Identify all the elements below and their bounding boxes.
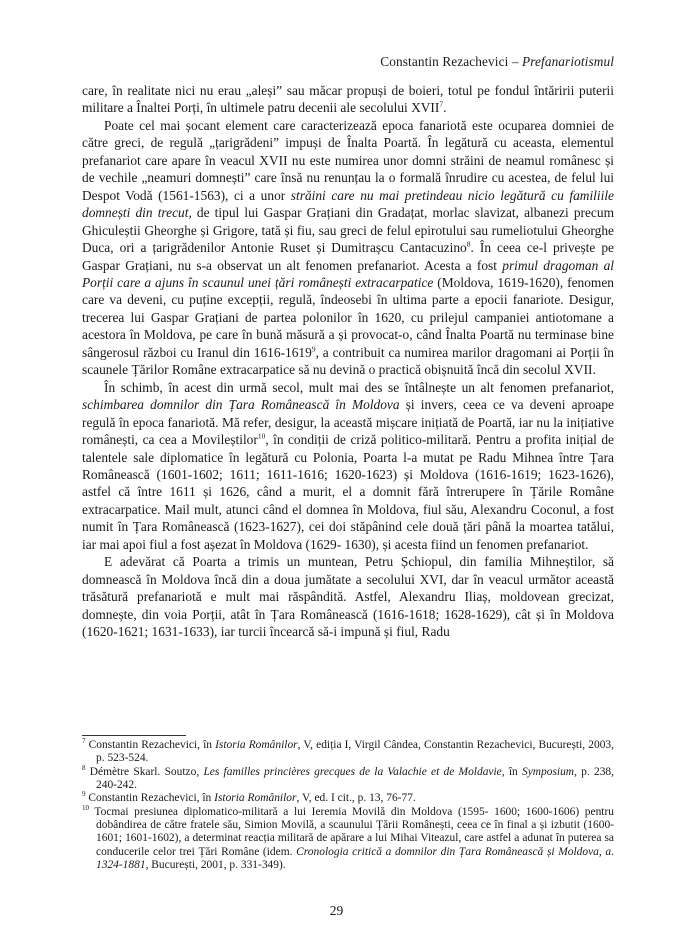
text-run: și invers, ceea ce va deveni aproape regulă în epoca fanariotă. Mă refer, desigur, la această mișcare inițiată de Poartă, iar nu la inițiative românești, ca cea a Movileștilor — [82, 397, 614, 448]
footnotes — [82, 739, 614, 872]
header-author: Constantin Rezachevici — [380, 54, 509, 69]
italic-text: Cronologia critică a domnilor din Țara Românească și Moldova, a. 1324-1881 — [96, 845, 614, 872]
footnote — [82, 803, 614, 873]
text-run: . — [443, 100, 447, 116]
body-text — [82, 82, 614, 641]
footnote-ref: 7 — [82, 737, 86, 746]
text-run: E adevărat că Poarta a trimis un muntean, Petru Șchiopul, din familia Mihneștilor, să domnească în Moldova încă din a doua jumătate a secolului XVI, dar în veacul următor această trăsătură prefanariotă e mult mai răspândită. Astfel, Alexandru Iliaș, moldovean grecizat, domnește, din voia Porții, atât în Țara Românească (1616-1618; 1628-1629), cât și în Moldova (1620-1621; 1631-1633), iar turcii încearcă să-i impună și fiul, Radu — [82, 554, 614, 640]
footnote — [82, 739, 614, 766]
italic-text: Istoria Românilor — [214, 792, 297, 805]
header-title: Prefanariotismul — [522, 54, 614, 69]
italic-text: Les familles princières grecques de la Valachie et de Moldavie — [203, 765, 502, 778]
text-run: Poate cel mai șocant element care caracterizează epoca fanariotă este ocuparea domniei de către greci, de regulă „țarigrădeni” impuși de Înalta Poartă. În legătură cu aceasta, elementul prefanariot care apare în veacul XVII nu este numirea unor domni străini de neamul românesc și de vechile „neamuri domnești” care însă nu renunțau la o formală înrudire cu acestea, de felul lui Despot Vodă (1561-1563), ci a unor — [82, 117, 614, 203]
text-run: , București, 2001, p. 331-349). — [145, 859, 286, 872]
footnote-ref: 10 — [82, 803, 89, 812]
text-run: , p. 238, 240-242. — [96, 765, 614, 792]
header-dash: – — [508, 54, 523, 69]
text-run: care, în realitate nici nu erau „aleși” sau măcar propuși de boieri, totul pe fondul întăririi puterii militare a Înaltei Porți, în ultimele patru decenii ale secolului XVII — [82, 83, 614, 116]
footnote — [82, 792, 614, 805]
text-run: , în condiții de criză politico-militară. Pentru a profita inițial de talentele sale diplomatice în legătură cu Polonia, Poarta l-a mutat pe Radu Mihnea între Țara Românească (1601-1602; 1611; 1611-1616; 1620-1623) și Moldova (1616-1619; 1623-1626), astfel că între 1611 și 1626, când a murit, el a domnit fără întrerupere în Țările Române extracarpatice. Mail mult, atunci când el domnea în Moldova, fiul său, Alexandru Coconul, a fost numit în Țara Românească (1623-1627), cei doi stăpânind cele două țări până la moartea tatălui, iar mai apoi fiul a fost așezat în Moldova (1629- 1630), și acesta fiind un fenomen prefanariot. — [82, 432, 614, 552]
footnote-ref: 10 — [257, 431, 266, 441]
text-run: . În ceea ce-l privește pe Gaspar Grațiani, nu s-a observat un alt fenomen prefanariot. Acesta a fost — [82, 240, 615, 273]
footnote-ref: 8 — [82, 763, 86, 772]
footnote — [82, 763, 614, 793]
text-run: Constantin Rezachevici, în — [85, 739, 216, 751]
text-run: Constantin Rezachevici, în — [85, 792, 215, 805]
footnote-separator — [82, 735, 186, 736]
text-run: În schimb, în acest din urmă secol, mult mai des se întâlnește un alt fenomen prefanariot, — [104, 379, 614, 395]
italic-text: Symposium — [521, 765, 575, 778]
text-run: , V, ed. I cit., p. 13, 76-77. — [296, 792, 416, 805]
italic-text: primul dragoman al Porții care a ajuns în scaunul unei țări românești extracarpatice — [82, 257, 614, 290]
paragraph — [82, 117, 614, 379]
paragraph — [82, 82, 614, 117]
footnote-ref: 9 — [82, 790, 86, 799]
text-run: , în — [501, 765, 522, 778]
text-run: Tocmai presiunea diplomatico-militară a lui Ieremia Movilă din Moldova (1595- 1600; 1600-1606) pentru dobândirea de către fratele său, Simion Movilă, a scaunului Țării Românești, ceea ce în final a și izbutit (1600-1601; 1601-1602), a determinat reacția militară de apărare a lui Mihai Viteazul, care astfel a adunat în puterea sa conducerile celor trei Țări Române (idem. — [89, 805, 614, 858]
italic-text: străini care nu mai pretindeau nicio legătură cu familiile domnești din trecut, — [82, 187, 614, 221]
running-header — [380, 54, 614, 70]
footnote-ref: 7 — [439, 99, 444, 109]
text-run: , a contribuit ca numirea marilor dragomani ai Porții în scaunele Țărilor Române extracarpatice să nu devină o practică obișnuită încă din secolul XVII. — [82, 344, 614, 378]
footnote-ref: 8 — [466, 239, 471, 249]
paragraph — [82, 553, 614, 640]
paragraph — [82, 379, 614, 554]
italic-text: Istoria Românilor — [215, 739, 298, 751]
text-run: de tipul lui Gaspar Grațiani din Gradațat, morlac slavizat, albanezi precum Ghiculeștii Gheorghe și Grigore, tată și fiu, sau greci de felul epirotului sau rumeliotului Gheorghe Duca, ori a țarigrădenilor Antonie Ruset și Dumitrașcu Cantacuzino — [82, 205, 614, 256]
text-run: Démètre Skarl. Soutzo, — [85, 765, 204, 778]
footnote-ref: 9 — [311, 344, 316, 354]
text-run: , V, ediția I, Virgil Cândea, Constantin Rezachevici, București, 2003, p. 523-524. — [96, 739, 614, 765]
italic-text: schimbarea domnilor din Țara Românească în Moldova — [82, 397, 400, 413]
text-run: (Moldova, 1619-1620), fenomen care va deveni, cu puține excepții, regulă, îndeosebi în ultima parte a epocii fanariote. Desigur, trecerea lui Gaspar Grațiani de partea polonilor în 1620, cu prilejul campaniei antiotomane a acestora în Moldova, pe care în bună măsură a și provocat-o, când Înalta Poartă nu terminase bine sângerosul război cu Iranul din 1616-1619 — [82, 274, 614, 360]
page-number: 29 — [329, 903, 344, 918]
